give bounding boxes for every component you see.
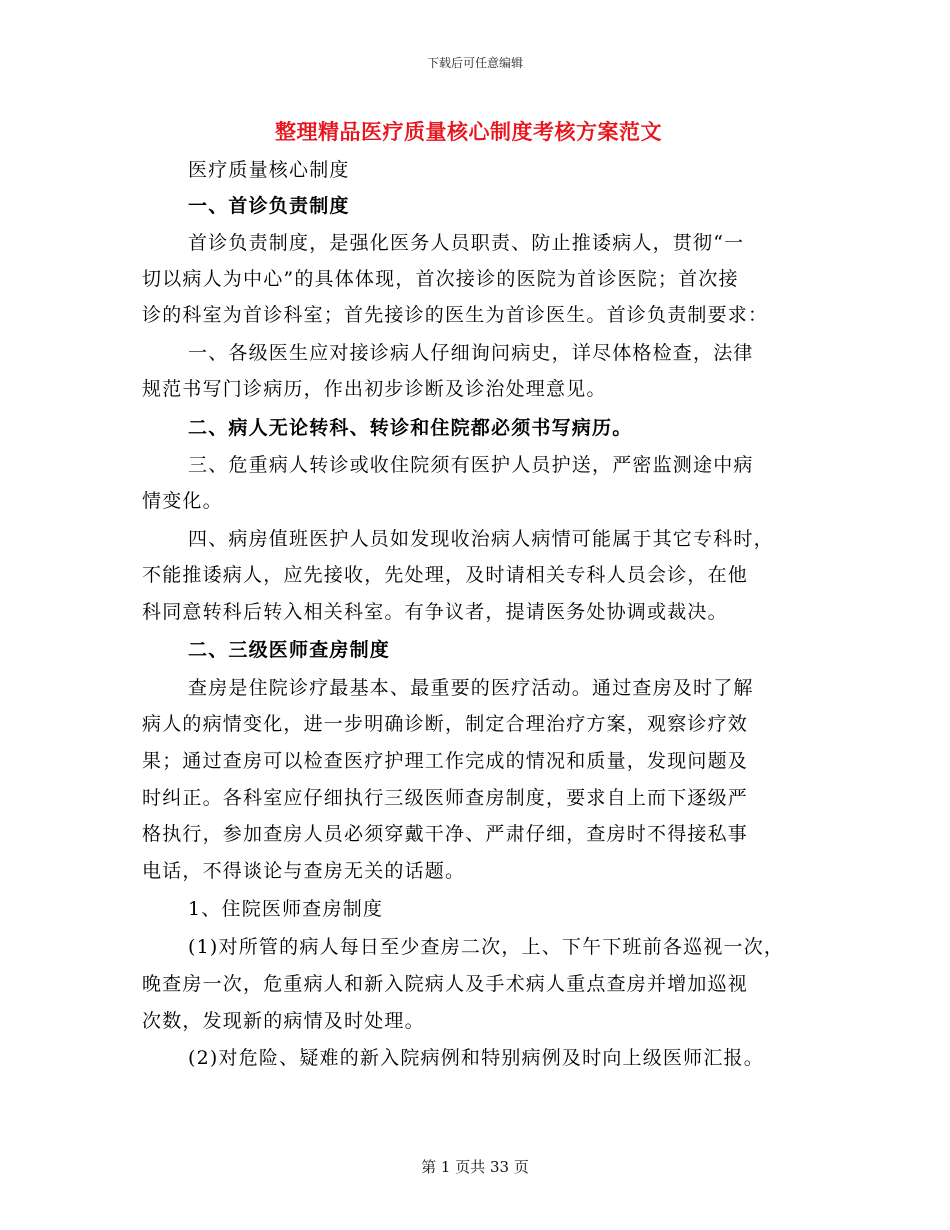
paragraph-line: 时纠正。各科室应仔细执行三级医师查房制度，要求自上而下逐级严 (142, 787, 749, 809)
paragraph-line: (2)对危险、疑难的新入院病例和特别病例及时向上级医师汇报。 (188, 1047, 764, 1069)
header-note: 下载后可任意编辑 (426, 56, 523, 70)
paragraph-line: 四、病房值班医护人员如发现收治病人病情可能属于其它专科时， (188, 528, 774, 550)
paragraph-line: 次数，发现新的病情及时处理。 (142, 1010, 425, 1032)
paragraph-line: 格执行，参加查房人员必须穿戴干净、严肃仔细，查房时不得接私事 (142, 823, 749, 845)
paragraph-line: 科同意转科后转入相关科室。有争议者，提请医务处协调或裁决。 (142, 601, 728, 623)
paragraph-line: (1)对所管的病人每日至少查房二次，上、下午下班前各巡视一次， (188, 936, 785, 958)
section-intro: 医疗质量核心制度 (188, 159, 350, 181)
paragraph-line: 首诊负责制度，是强化医务人员职责、防止推诿病人，贯彻“一 (188, 232, 745, 254)
paragraph-line: 规范书写门诊病历，作出初步诊断及诊治处理意见。 (142, 378, 607, 400)
bold-item: 二、病人无论转科、转诊和住院都必须书写病历。 (188, 417, 633, 439)
subsection-heading: 1、住院医师查房制度 (188, 898, 384, 920)
document-title: 整理精品医疗质量核心制度考核方案范文 (275, 120, 662, 144)
page-footer: 第 1 页共 33 页 (421, 1158, 529, 1176)
paragraph-line: 情变化。 (142, 490, 223, 512)
paragraph-line: 电话，不得谈论与查房无关的话题。 (142, 860, 466, 882)
paragraph-line: 一、各级医生应对接诊病人仔细询问病史，详尽体格检查，法律 (188, 342, 754, 364)
paragraph-line: 晚查房一次，危重病人和新入院病人及手术病人重点查房并增加巡视 (142, 973, 749, 995)
paragraph-line: 果；通过查房可以检查医疗护理工作完成的情况和质量，发现问题及 (142, 750, 749, 772)
section-heading: 二、三级医师查房制度 (188, 639, 391, 661)
paragraph-line: 不能推诿病人，应先接收，先处理，及时请相关专科人员会诊，在他 (142, 564, 749, 586)
section-heading: 一、首诊负责制度 (188, 195, 350, 217)
paragraph-line: 查房是住院诊疗最基本、最重要的医疗活动。通过查房及时了解 (188, 677, 754, 699)
paragraph-line: 三、危重病人转诊或收住院须有医护人员护送，严密监测途中病 (188, 454, 754, 476)
paragraph-line: 病人的病情变化，进一步明确诊断，制定合理治疗方案，观察诊疗效 (142, 713, 749, 735)
paragraph-line: 诊的科室为首诊科室；首先接诊的医生为首诊医生。首诊负责制要求： (142, 304, 769, 326)
paragraph-line: 切以病人为中心”的具体体现，首次接诊的医院为首诊医院；首次接 (142, 268, 739, 290)
